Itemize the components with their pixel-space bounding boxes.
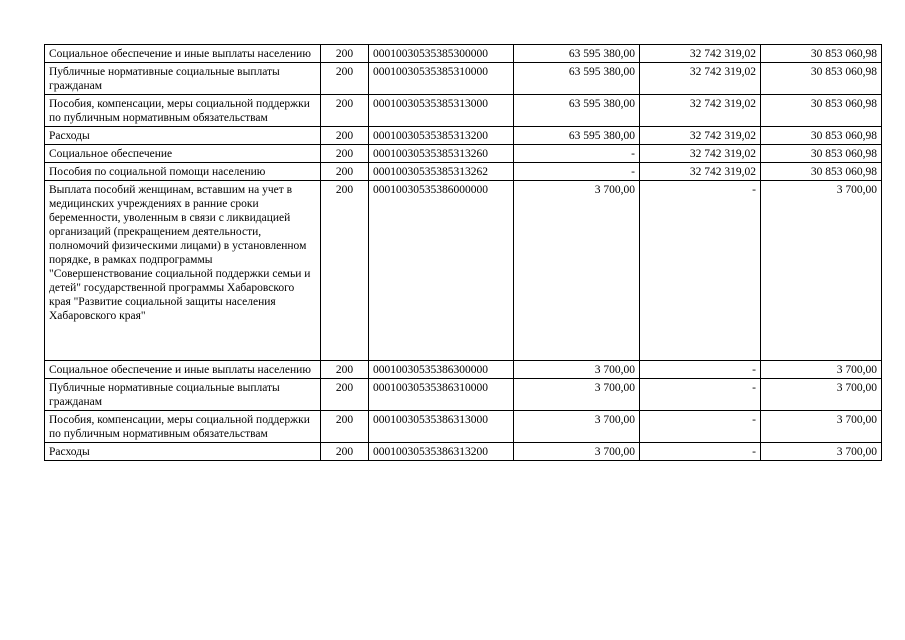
row-code: 200	[321, 379, 369, 411]
row-name: Пособия по социальной помощи населению	[45, 163, 321, 181]
row-executed: 32 742 319,02	[640, 163, 761, 181]
table-row	[45, 45, 882, 63]
table-row	[45, 145, 882, 163]
row-code: 200	[321, 95, 369, 127]
table-row	[45, 443, 882, 461]
row-executed: -	[640, 181, 761, 361]
row-unexecuted: 30 853 060,98	[761, 63, 882, 95]
row-unexecuted: 3 700,00	[761, 379, 882, 411]
row-kbk: 00010030535385313000	[369, 95, 514, 127]
row-code: 200	[321, 163, 369, 181]
row-kbk: 00010030535386300000	[369, 361, 514, 379]
row-kbk: 00010030535386000000	[369, 181, 514, 361]
row-unexecuted: 30 853 060,98	[761, 163, 882, 181]
row-executed: 32 742 319,02	[640, 145, 761, 163]
table-row	[45, 63, 882, 95]
row-name: Публичные нормативные социальные выплаты гражданам	[45, 379, 321, 411]
row-kbk: 00010030535385313200	[369, 127, 514, 145]
row-kbk: 00010030535386313000	[369, 411, 514, 443]
row-name: Социальное обеспечение и иные выплаты населению	[45, 45, 321, 63]
row-code: 200	[321, 181, 369, 361]
table-row	[45, 379, 882, 411]
row-unexecuted: 30 853 060,98	[761, 127, 882, 145]
table-row	[45, 95, 882, 127]
row-unexecuted: 3 700,00	[761, 411, 882, 443]
row-code: 200	[321, 443, 369, 461]
row-code: 200	[321, 127, 369, 145]
budget-execution-table	[44, 44, 882, 461]
row-approved: 63 595 380,00	[514, 127, 640, 145]
row-executed: 32 742 319,02	[640, 95, 761, 127]
row-executed: -	[640, 379, 761, 411]
row-executed: 32 742 319,02	[640, 63, 761, 95]
row-executed: -	[640, 411, 761, 443]
row-approved: 3 700,00	[514, 379, 640, 411]
row-kbk: 00010030535385313262	[369, 163, 514, 181]
row-unexecuted: 30 853 060,98	[761, 145, 882, 163]
row-name: Расходы	[45, 127, 321, 145]
row-code: 200	[321, 411, 369, 443]
row-name: Публичные нормативные социальные выплаты гражданам	[45, 63, 321, 95]
row-approved: 63 595 380,00	[514, 63, 640, 95]
row-code: 200	[321, 361, 369, 379]
row-approved: 63 595 380,00	[514, 45, 640, 63]
table-row	[45, 181, 882, 361]
row-name: Пособия, компенсации, меры социальной поддержки по публичным нормативным обязательствам	[45, 411, 321, 443]
row-kbk: 00010030535385300000	[369, 45, 514, 63]
row-unexecuted: 3 700,00	[761, 361, 882, 379]
row-unexecuted: 3 700,00	[761, 443, 882, 461]
row-approved: -	[514, 163, 640, 181]
table-row	[45, 361, 882, 379]
row-approved: 3 700,00	[514, 361, 640, 379]
row-approved: -	[514, 145, 640, 163]
table-row	[45, 163, 882, 181]
row-kbk: 00010030535386310000	[369, 379, 514, 411]
row-unexecuted: 30 853 060,98	[761, 45, 882, 63]
row-executed: -	[640, 443, 761, 461]
table-row	[45, 411, 882, 443]
row-name: Социальное обеспечение	[45, 145, 321, 163]
row-name: Пособия, компенсации, меры социальной поддержки по публичным нормативным обязательствам	[45, 95, 321, 127]
row-kbk: 00010030535385313260	[369, 145, 514, 163]
row-executed: -	[640, 361, 761, 379]
row-approved: 3 700,00	[514, 181, 640, 361]
row-code: 200	[321, 45, 369, 63]
row-name: Расходы	[45, 443, 321, 461]
row-approved: 63 595 380,00	[514, 95, 640, 127]
row-executed: 32 742 319,02	[640, 45, 761, 63]
table-row	[45, 127, 882, 145]
row-approved: 3 700,00	[514, 411, 640, 443]
row-name: Социальное обеспечение и иные выплаты населению	[45, 361, 321, 379]
row-kbk: 00010030535386313200	[369, 443, 514, 461]
row-name: Выплата пособий женщинам, вставшим на учет в медицинских учреждениях в ранние сроки беременности, уволенным в связи с ликвидацией организаций (прекращением деятельности, полномочий физическими лицами) в установленном порядке, в рамках подпрограммы "Совершенствование социальной поддержки семьи и детей" государственной программы Хабаровского края "Развитие социальной защиты населения Хабаровского края"	[45, 181, 321, 361]
row-code: 200	[321, 63, 369, 95]
row-executed: 32 742 319,02	[640, 127, 761, 145]
row-unexecuted: 30 853 060,98	[761, 95, 882, 127]
row-code: 200	[321, 145, 369, 163]
row-kbk: 00010030535385310000	[369, 63, 514, 95]
row-unexecuted: 3 700,00	[761, 181, 882, 361]
row-approved: 3 700,00	[514, 443, 640, 461]
